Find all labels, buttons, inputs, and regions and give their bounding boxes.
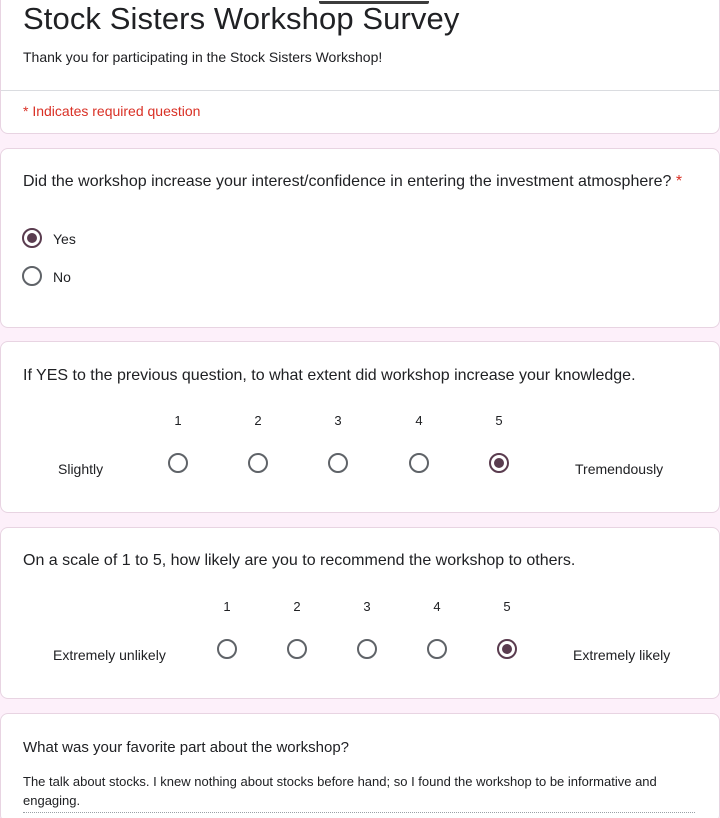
scale-radio-2[interactable]	[248, 453, 268, 473]
question-title-text: Did the workshop increase your interest/confidence in entering the investment atmosphere?	[23, 173, 672, 190]
scale-label-4: 4	[433, 599, 441, 614]
scale-radio-5[interactable]	[489, 453, 509, 473]
scale-radio-2[interactable]	[287, 639, 307, 659]
scale-radio-5[interactable]	[497, 639, 517, 659]
scale-label-1: 1	[223, 599, 231, 614]
scale-label-3: 3	[334, 413, 342, 428]
required-asterisk: *	[675, 173, 683, 190]
question-title: What was your favorite part about the workshop?	[23, 739, 350, 756]
answer-textarea[interactable]: The talk about stocks. I knew nothing about stocks before hand; so I found the workshop to be informative and engaging.	[23, 772, 695, 813]
question-card-interest	[0, 148, 720, 328]
scale-radio-4[interactable]	[409, 453, 429, 473]
scale-label-4: 4	[415, 413, 423, 428]
scale-label-5: 5	[495, 413, 503, 428]
scale-label-1: 1	[174, 413, 182, 428]
question-card-knowledge	[0, 341, 720, 513]
scale-radio-3[interactable]	[328, 453, 348, 473]
scale-high-label: Tremendously	[575, 461, 664, 477]
scale-label-2: 2	[254, 413, 262, 428]
scale-low-label: Extremely unlikely	[53, 647, 166, 663]
scale-label-5: 5	[503, 599, 511, 614]
question-title: If YES to the previous question, to what extent did workshop increase your knowledge.	[23, 367, 636, 384]
radio-no[interactable]	[22, 266, 42, 286]
form-header-card	[0, 0, 720, 134]
scale-radio-1[interactable]	[168, 453, 188, 473]
option-no-label: No	[53, 269, 71, 285]
form-title: Stock Sisters Workshop Survey	[23, 1, 460, 36]
radio-yes[interactable]	[22, 228, 42, 248]
question-card-favorite	[0, 713, 720, 818]
question-card-recommend	[0, 527, 720, 699]
scale-label-2: 2	[293, 599, 301, 614]
scale-low-label: Slightly	[58, 461, 104, 477]
scale-radio-3[interactable]	[357, 639, 377, 659]
scale-radio-4[interactable]	[427, 639, 447, 659]
scale-high-label: Extremely likely	[573, 647, 671, 663]
form-description: Thank you for participating in the Stock Sisters Workshop!	[23, 49, 383, 65]
scale-label-3: 3	[363, 599, 371, 614]
header-divider	[1, 90, 719, 91]
scale-radio-1[interactable]	[217, 639, 237, 659]
required-note: * Indicates required question	[23, 103, 201, 119]
question-title	[23, 173, 682, 191]
question-title: On a scale of 1 to 5, how likely are you to recommend the workshop to others.	[23, 552, 576, 569]
option-yes-label: Yes	[53, 231, 76, 247]
